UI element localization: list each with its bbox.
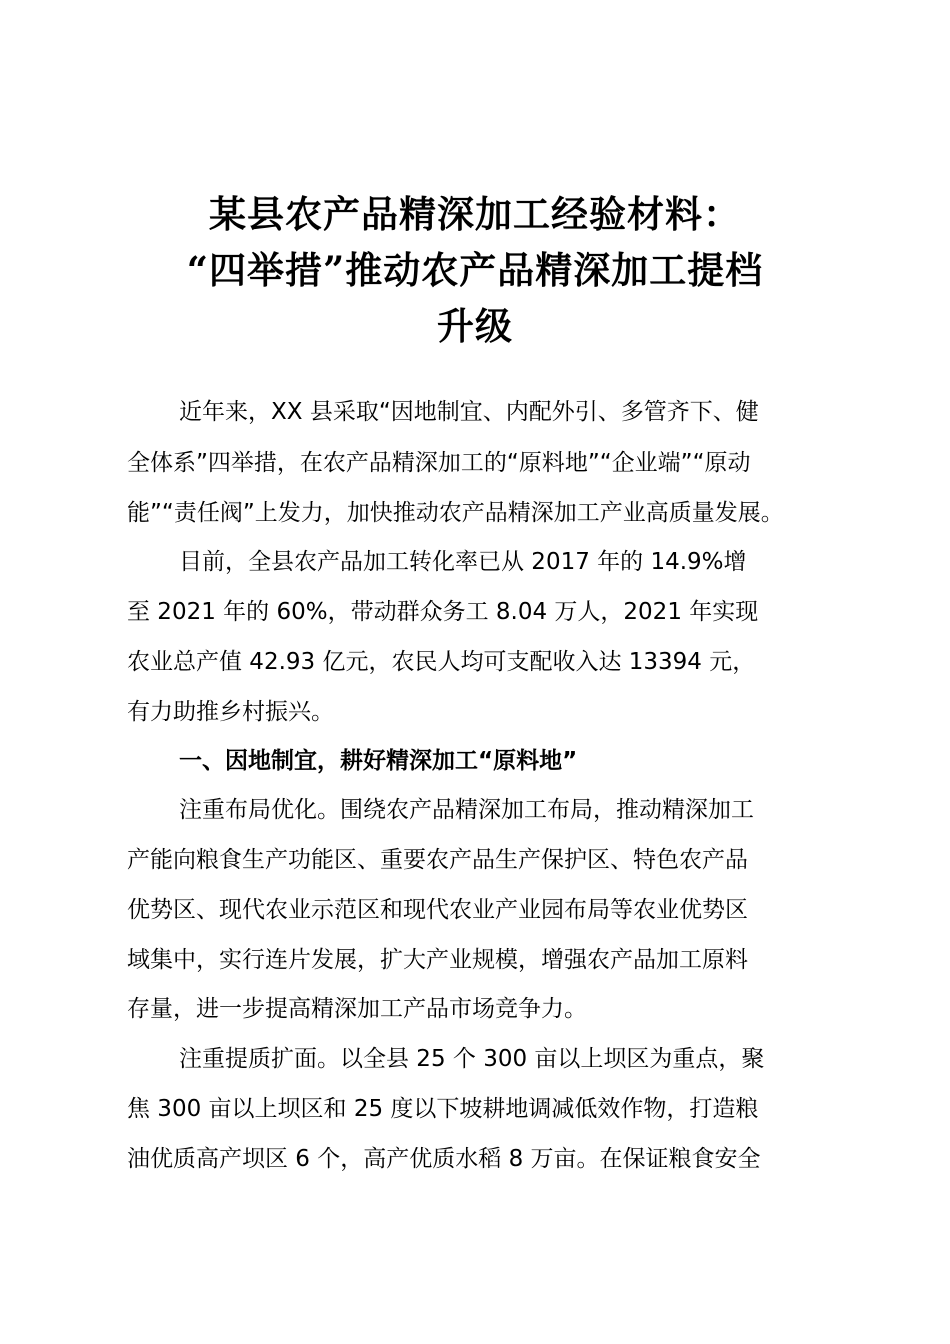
title-line-3: 升级 [437,304,513,348]
paragraph-3-line-1: 注重布局优化。围绕农产品精深加工布局，推动精深加工 [179,797,754,823]
paragraph-4-line-3: 油优质高产坝区 6 个，高产优质水稻 8 万亩。在保证粮食安全 [127,1146,761,1172]
paragraph-2-line-4: 有力助推乡村振兴。 [127,699,334,725]
paragraph-1-line-2: 全体系”四举措，在农产品精深加工的“原料地”“企业端”“原动 [127,450,751,476]
paragraph-4-line-2: 焦 300 亩以上坝区和 25 度以下坡耕地调减低效作物，打造粮 [127,1096,759,1122]
section-heading-1: 一、因地制宜，耕好精深加工“原料地” [179,748,578,774]
paragraph-3-line-4: 域集中，实行连片发展，扩大产业规模，增强农产品加工原料 [127,947,748,973]
document-title [120,186,830,354]
paragraph-4-line-1: 注重提质扩面。以全县 25 个 300 亩以上坝区为重点，聚 [179,1046,765,1072]
paragraph-1-line-3: 能”“责任阀”上发力，加快推动农产品精深加工产业高质量发展。 [127,500,784,526]
title-line-1: 某县农产品精深加工经验材料： [209,192,741,236]
paragraph-3-line-5: 存量，进一步提高精深加工产品市场竞争力。 [127,996,587,1022]
paragraph-3-line-2: 产能向粮食生产功能区、重要农产品生产保护区、特色农产品 [127,847,748,873]
paragraph-3-line-3: 优势区、现代农业示范区和现代农业产业园布局等农业优势区 [127,897,748,923]
paragraph-2-line-2: 至 2021 年的 60%，带动群众务工 8.04 万人，2021 年实现 [127,599,759,625]
paragraph-2-line-1: 目前，全县农产品加工转化率已从 2017 年的 14.9%增 [179,549,747,575]
paragraph-2-line-3: 农业总产值 42.93 亿元，农民人均可支配收入达 13394 元， [127,649,756,675]
paragraph-1-line-1: 近年来，XX 县采取“因地制宜、内配外引、多管齐下、健 [179,399,759,425]
title-line-2: “四举措”推动农产品精深加工提档 [186,248,764,292]
